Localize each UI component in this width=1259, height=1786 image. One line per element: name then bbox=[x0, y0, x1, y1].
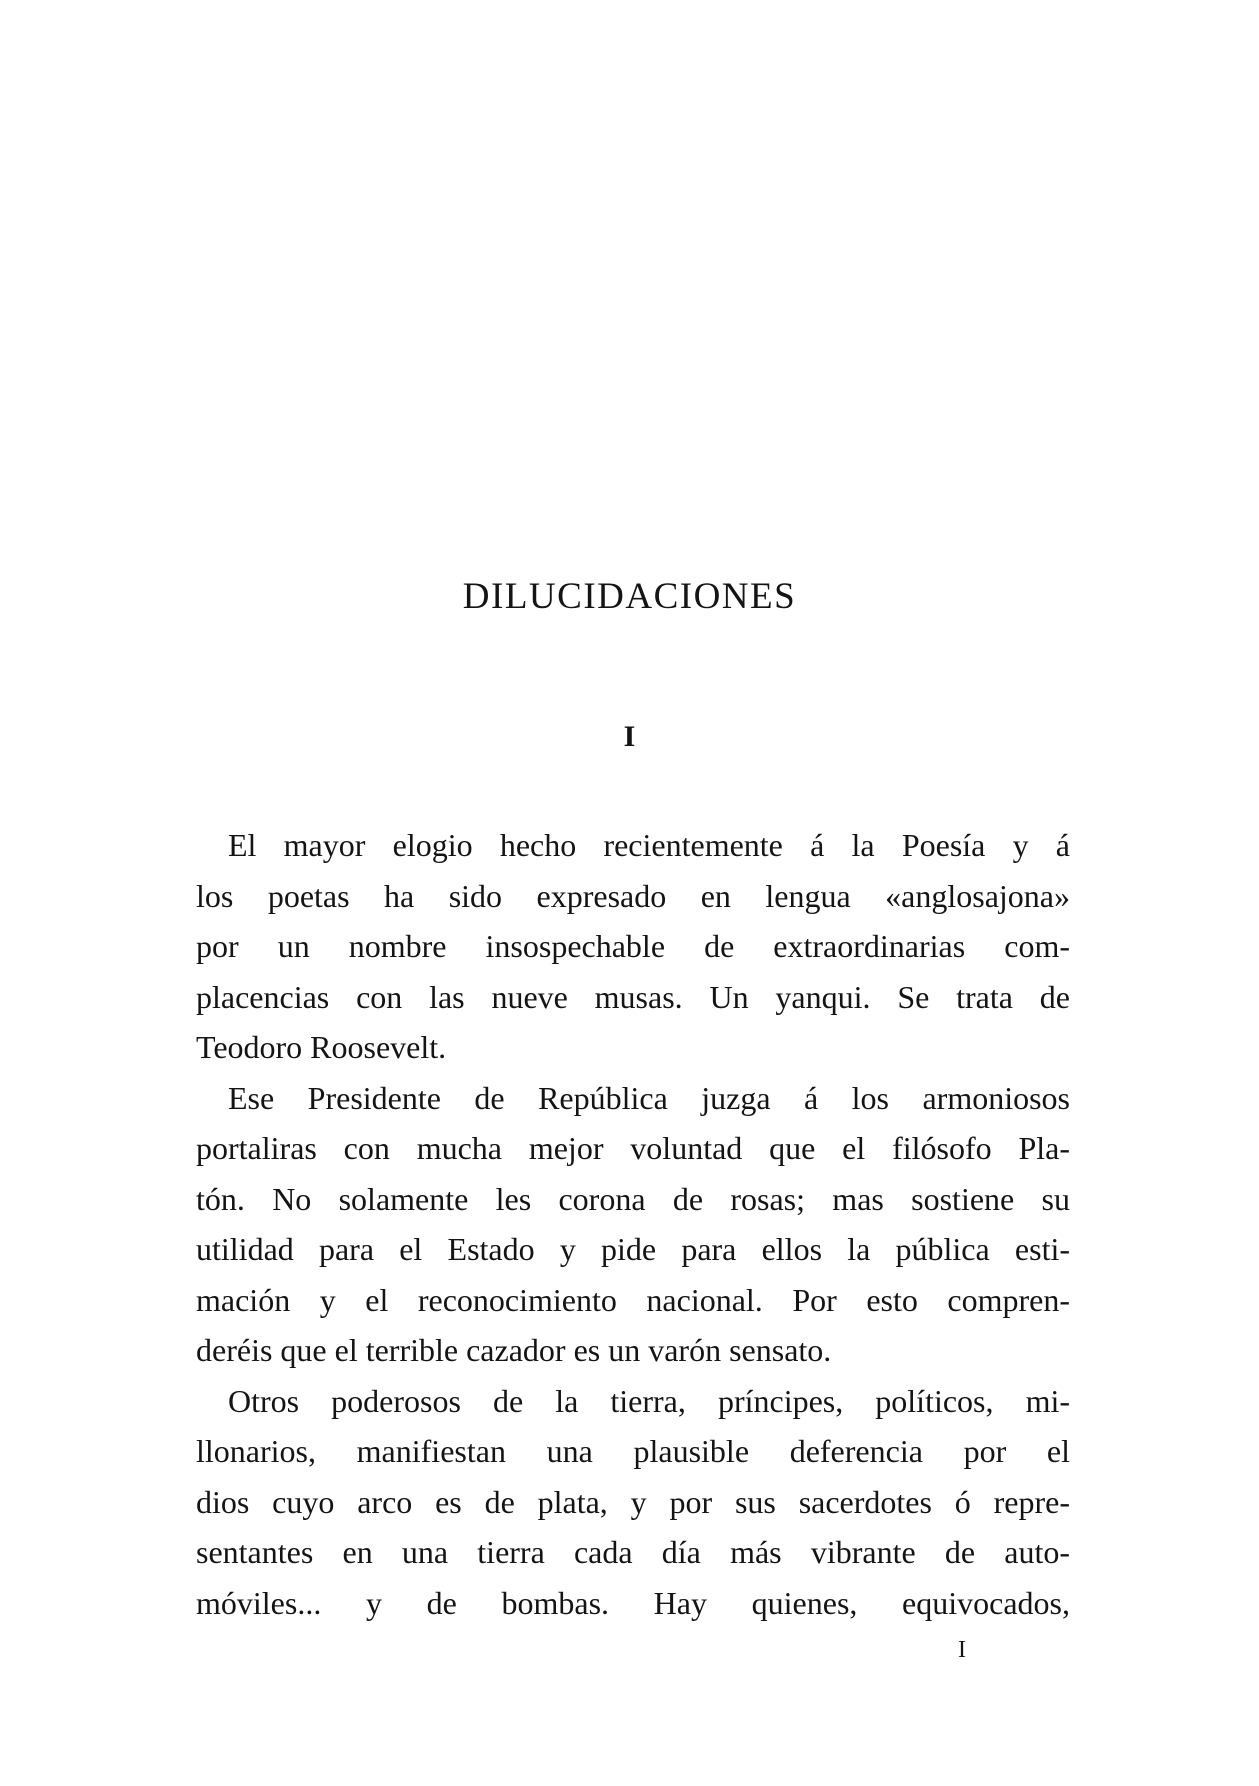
text-line: utilidad para el Estado y pide para ellos la pública esti- bbox=[196, 1231, 1070, 1267]
body-text bbox=[196, 820, 1070, 1628]
text-line: tón. No solamente les corona de rosas; mas sostiene su bbox=[196, 1180, 1070, 1217]
paragraph-1 bbox=[196, 820, 1070, 1073]
text-line: sentantes en una tierra cada día más vibrante de auto- bbox=[196, 1534, 1070, 1570]
text-line: mación y el reconocimiento nacional. Por esto compren- bbox=[196, 1281, 1070, 1318]
text-line: llonarios, manifiestan una plausible deferencia por el bbox=[196, 1433, 1070, 1469]
text-line: El mayor elogio hecho recientemente á la Poesía y á bbox=[228, 827, 1070, 863]
text-line: Teodoro Roosevelt. bbox=[196, 1029, 447, 1065]
text-line: placencias con las nueve musas. Un yanqui. Se trata de bbox=[196, 978, 1070, 1015]
text-line: dios cuyo arco es de plata, y por sus sacerdotes ó repre- bbox=[196, 1483, 1070, 1520]
text-line: móviles... y de bombas. Hay quienes, equivocados, bbox=[196, 1584, 1070, 1621]
text-line: los poetas ha sido expresado en lengua «anglosajona» bbox=[196, 877, 1070, 914]
text-line: Ese Presidente de República juzga á los armoniosos bbox=[228, 1079, 1070, 1116]
section-number: I bbox=[623, 720, 636, 753]
text-line: Otros poderosos de la tierra, príncipes, políticos, mi- bbox=[228, 1382, 1070, 1419]
chapter-title: DILUCIDACIONES bbox=[462, 576, 797, 617]
paragraph-3 bbox=[196, 1376, 1070, 1629]
paragraph-2 bbox=[196, 1073, 1070, 1376]
text-line: deréis que el terrible cazador es un varón sensato. bbox=[196, 1332, 832, 1368]
text-line: por un nombre insospechable de extraordinarias com- bbox=[196, 928, 1070, 964]
page-number: I bbox=[958, 1637, 966, 1663]
text-line: portaliras con mucha mejor voluntad que el filósofo Pla- bbox=[196, 1130, 1070, 1166]
